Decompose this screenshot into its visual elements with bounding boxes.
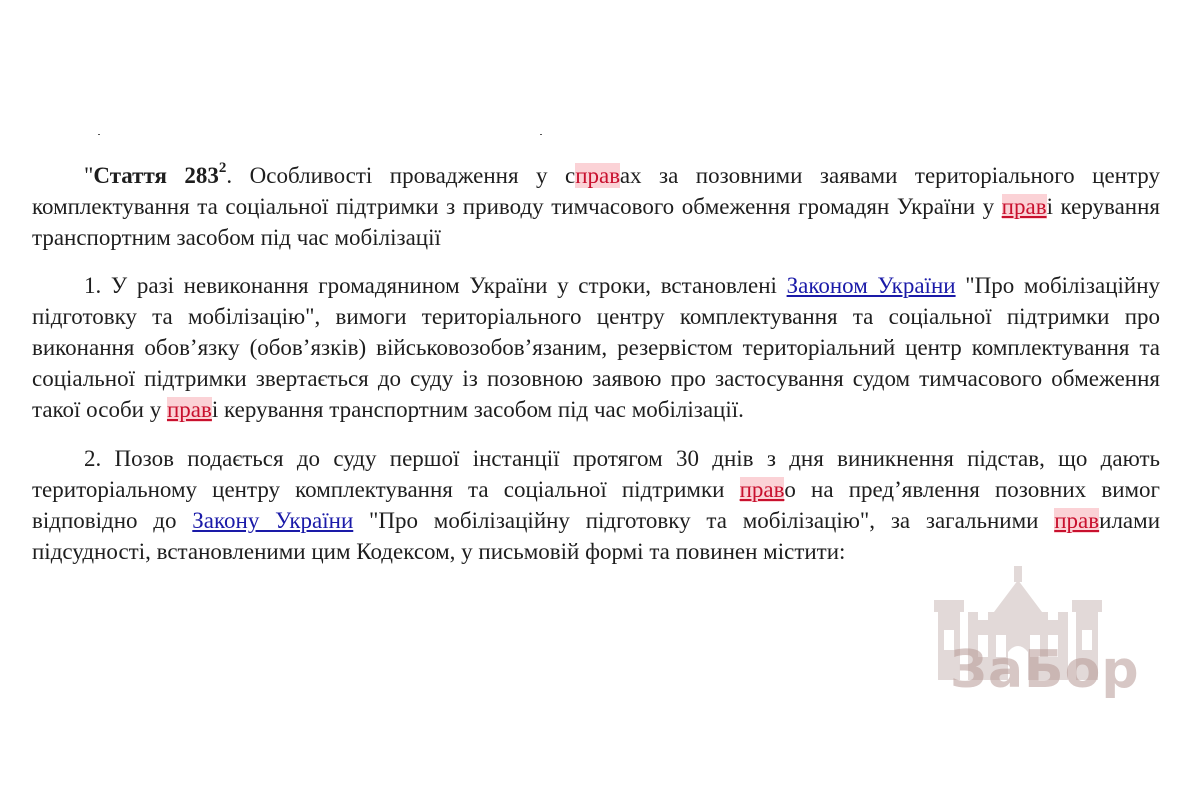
artifact-dot-right — [540, 134, 542, 135]
document-body — [32, 160, 1160, 584]
article-superscript: 2 — [218, 160, 227, 177]
artifact-dot-left — [98, 134, 100, 135]
article-heading — [32, 160, 1160, 254]
paragraph-text: "Про мобілізаційну підготовку та мобілізацію", за загальними — [353, 508, 1055, 534]
search-highlight: прав — [739, 476, 785, 502]
paragraph-text: илами підсудності, встановленими цим Кодексом, у письмовій формі та повинен містити: — [32, 508, 1160, 565]
paragraph-2 — [32, 443, 1160, 568]
heading-text: . Особливості провадження у с — [226, 163, 576, 188]
heading-text: ах за позовними заявами територіального центру комплектування та соціальної підтримки з приводу тимчасового обмеження громадян України у — [32, 163, 1160, 220]
watermark-logo: ЗаБор — [950, 640, 1140, 700]
law-link[interactable]: Законом України — [786, 272, 956, 298]
law-link[interactable]: Закону України — [192, 508, 354, 534]
search-highlight: прав — [1001, 194, 1047, 220]
heading-text: і керування транспортним засобом під час мобілізації — [32, 194, 1161, 251]
quote-mark: " — [84, 163, 94, 188]
paragraph-text: "Про мобілізаційну підготовку та мобілізацію", вимоги територіального центру комплектування та соціальної підтримки про виконання обов’язку (обов’язків) військовозобов’язаним, резервістом територіальний центр комплектування та соціальної підтримки звертається до суду із позовною заявою про застосування судом тимчасового обмеження такої особи у — [32, 272, 1161, 423]
paragraph-1 — [32, 270, 1160, 426]
search-highlight: прав — [166, 397, 212, 423]
search-highlight: прав — [575, 163, 620, 188]
paragraph-text: 1. У разі невиконання громадянином України у строки, встановлені — [84, 272, 787, 298]
search-highlight: прав — [1054, 508, 1100, 534]
paragraph-text: і керування транспортним засобом під час мобілізації. — [211, 397, 744, 423]
article-number: Стаття 283 — [93, 163, 219, 188]
article-label — [93, 160, 227, 188]
paragraph-text: 2. Позов подається до суду першої інстанції протягом 30 днів з дня виникнення підстав, що дають територіальному центру комплектування та соціальної підтримки — [32, 445, 1160, 502]
paragraph-text: о на пред’явлення позовних вимог відповідно до — [32, 476, 1160, 534]
